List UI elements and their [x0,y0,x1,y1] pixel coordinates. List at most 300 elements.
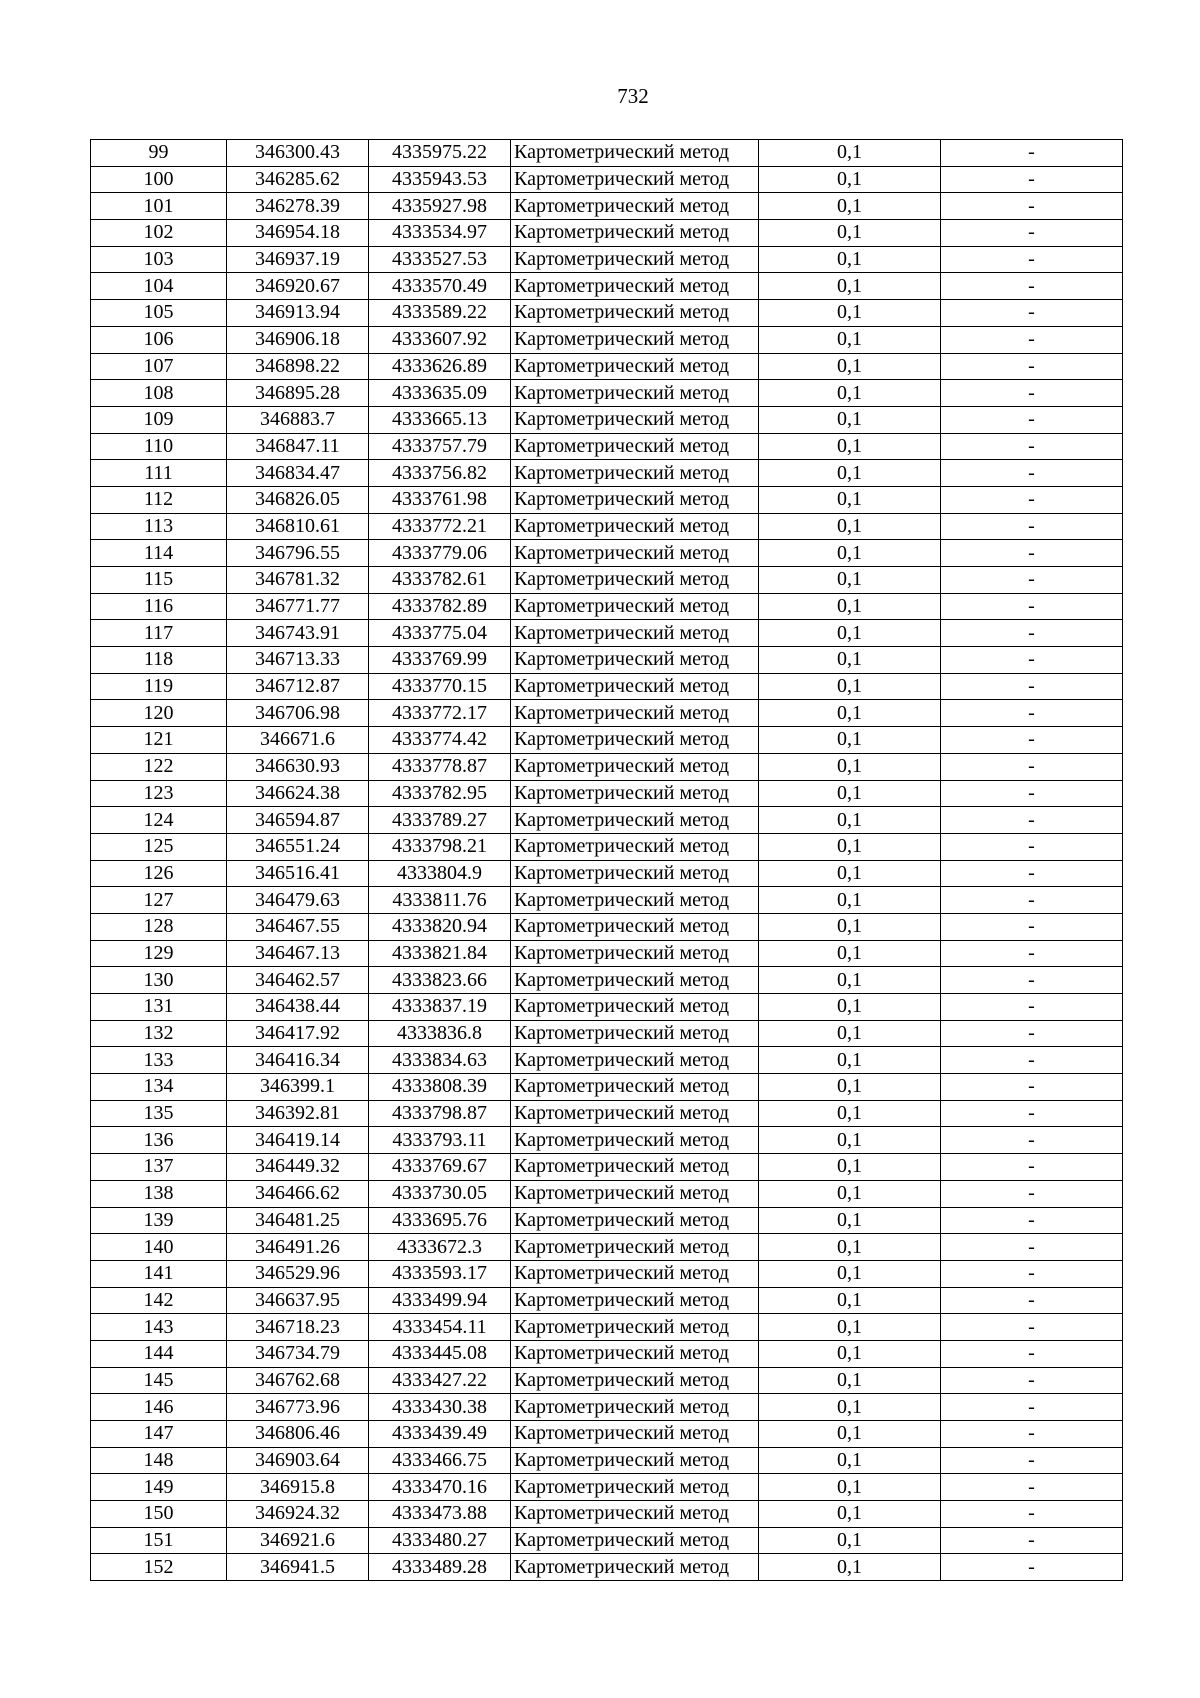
x-coordinate-cell: 346449.32 [227,1154,369,1181]
method-cell: Картометрический метод [511,433,759,460]
table-row [91,913,1123,940]
method-cell: Картометрический метод [511,1100,759,1127]
point-number-cell: 122 [91,753,227,780]
table-row [91,1127,1123,1154]
precision-cell: 0,1 [759,673,941,700]
point-number-cell: 112 [91,486,227,513]
precision-cell: 0,1 [759,994,941,1021]
point-number-cell: 114 [91,540,227,567]
point-number-cell: 146 [91,1394,227,1421]
method-cell: Картометрический метод [511,887,759,914]
point-number-cell: 124 [91,807,227,834]
x-coordinate-cell: 346915.8 [227,1474,369,1501]
method-cell: Картометрический метод [511,300,759,327]
precision-cell: 0,1 [759,406,941,433]
point-number-cell: 138 [91,1180,227,1207]
table-row [91,1501,1123,1528]
precision-cell: 0,1 [759,380,941,407]
note-cell: - [941,780,1123,807]
method-cell: Картометрический метод [511,1020,759,1047]
note-cell: - [941,300,1123,327]
method-cell: Картометрический метод [511,513,759,540]
y-coordinate-cell: 4333499.94 [369,1287,511,1314]
table-row [91,1367,1123,1394]
precision-cell: 0,1 [759,1447,941,1474]
precision-cell: 0,1 [759,1234,941,1261]
precision-cell: 0,1 [759,567,941,594]
method-cell: Картометрический метод [511,1207,759,1234]
precision-cell: 0,1 [759,1474,941,1501]
x-coordinate-cell: 346924.32 [227,1501,369,1528]
y-coordinate-cell: 4333821.84 [369,940,511,967]
method-cell: Картометрический метод [511,1421,759,1448]
y-coordinate-cell: 4333798.87 [369,1100,511,1127]
table-row [91,1100,1123,1127]
y-coordinate-cell: 4333837.19 [369,994,511,1021]
table-row [91,300,1123,327]
point-number-cell: 150 [91,1501,227,1528]
table-row [91,593,1123,620]
x-coordinate-cell: 346438.44 [227,994,369,1021]
y-coordinate-cell: 4333454.11 [369,1314,511,1341]
note-cell: - [941,1047,1123,1074]
x-coordinate-cell: 346300.43 [227,140,369,167]
method-cell: Картометрический метод [511,326,759,353]
note-cell: - [941,193,1123,220]
table-row [91,1047,1123,1074]
table-row [91,380,1123,407]
point-number-cell: 126 [91,860,227,887]
note-cell: - [941,406,1123,433]
x-coordinate-cell: 346810.61 [227,513,369,540]
method-cell: Картометрический метод [511,1260,759,1287]
table-row [91,513,1123,540]
note-cell: - [941,166,1123,193]
note-cell: - [941,593,1123,620]
table-row [91,1234,1123,1261]
table-row [91,780,1123,807]
x-coordinate-cell: 346937.19 [227,246,369,273]
precision-cell: 0,1 [759,1421,941,1448]
precision-cell: 0,1 [759,1501,941,1528]
note-cell: - [941,700,1123,727]
point-number-cell: 120 [91,700,227,727]
note-cell: - [941,967,1123,994]
note-cell: - [941,1180,1123,1207]
precision-cell: 0,1 [759,353,941,380]
note-cell: - [941,753,1123,780]
precision-cell: 0,1 [759,1367,941,1394]
y-coordinate-cell: 4333769.67 [369,1154,511,1181]
precision-cell: 0,1 [759,1207,941,1234]
x-coordinate-cell: 346903.64 [227,1447,369,1474]
point-number-cell: 121 [91,727,227,754]
y-coordinate-cell: 4333823.66 [369,967,511,994]
precision-cell: 0,1 [759,433,941,460]
precision-cell: 0,1 [759,940,941,967]
table-row [91,1260,1123,1287]
method-cell: Картометрический метод [511,940,759,967]
method-cell: Картометрический метод [511,1074,759,1101]
table-row [91,1447,1123,1474]
y-coordinate-cell: 4333489.28 [369,1554,511,1581]
y-coordinate-cell: 4333793.11 [369,1127,511,1154]
x-coordinate-cell: 346718.23 [227,1314,369,1341]
point-number-cell: 107 [91,353,227,380]
method-cell: Картометрический метод [511,1527,759,1554]
note-cell: - [941,673,1123,700]
y-coordinate-cell: 4333593.17 [369,1260,511,1287]
note-cell: - [941,1501,1123,1528]
x-coordinate-cell: 346467.55 [227,913,369,940]
precision-cell: 0,1 [759,1314,941,1341]
note-cell: - [941,273,1123,300]
method-cell: Картометрический метод [511,353,759,380]
point-number-cell: 102 [91,220,227,247]
precision-cell: 0,1 [759,246,941,273]
x-coordinate-cell: 346773.96 [227,1394,369,1421]
precision-cell: 0,1 [759,647,941,674]
precision-cell: 0,1 [759,1554,941,1581]
note-cell: - [941,620,1123,647]
note-cell: - [941,940,1123,967]
precision-cell: 0,1 [759,860,941,887]
precision-cell: 0,1 [759,1047,941,1074]
point-number-cell: 117 [91,620,227,647]
table-row [91,860,1123,887]
y-coordinate-cell: 4333430.38 [369,1394,511,1421]
precision-cell: 0,1 [759,1020,941,1047]
note-cell: - [941,486,1123,513]
y-coordinate-cell: 4333772.17 [369,700,511,727]
point-number-cell: 137 [91,1154,227,1181]
precision-cell: 0,1 [759,140,941,167]
method-cell: Картометрический метод [511,567,759,594]
table-row [91,700,1123,727]
y-coordinate-cell: 4333774.42 [369,727,511,754]
note-cell: - [941,887,1123,914]
method-cell: Картометрический метод [511,1314,759,1341]
point-number-cell: 104 [91,273,227,300]
point-number-cell: 151 [91,1527,227,1554]
point-number-cell: 109 [91,406,227,433]
method-cell: Картометрический метод [511,780,759,807]
precision-cell: 0,1 [759,1180,941,1207]
note-cell: - [941,994,1123,1021]
point-number-cell: 140 [91,1234,227,1261]
table-row [91,273,1123,300]
point-number-cell: 152 [91,1554,227,1581]
point-number-cell: 144 [91,1340,227,1367]
table-row [91,193,1123,220]
note-cell: - [941,460,1123,487]
point-number-cell: 132 [91,1020,227,1047]
point-number-cell: 131 [91,994,227,1021]
method-cell: Картометрический метод [511,140,759,167]
table-row [91,353,1123,380]
y-coordinate-cell: 4333778.87 [369,753,511,780]
point-number-cell: 108 [91,380,227,407]
y-coordinate-cell: 4333836.8 [369,1020,511,1047]
note-cell: - [941,1127,1123,1154]
y-coordinate-cell: 4333804.9 [369,860,511,887]
x-coordinate-cell: 346920.67 [227,273,369,300]
x-coordinate-cell: 346712.87 [227,673,369,700]
precision-cell: 0,1 [759,166,941,193]
method-cell: Картометрический метод [511,460,759,487]
table-row [91,1421,1123,1448]
method-cell: Картометрический метод [511,246,759,273]
x-coordinate-cell: 346551.24 [227,833,369,860]
precision-cell: 0,1 [759,780,941,807]
table-row [91,727,1123,754]
note-cell: - [941,1314,1123,1341]
table-row [91,753,1123,780]
y-coordinate-cell: 4333834.63 [369,1047,511,1074]
note-cell: - [941,1287,1123,1314]
table-row [91,326,1123,353]
note-cell: - [941,353,1123,380]
y-coordinate-cell: 4333782.89 [369,593,511,620]
x-coordinate-cell: 346419.14 [227,1127,369,1154]
y-coordinate-cell: 4333775.04 [369,620,511,647]
precision-cell: 0,1 [759,486,941,513]
table-row [91,460,1123,487]
point-number-cell: 135 [91,1100,227,1127]
precision-cell: 0,1 [759,700,941,727]
method-cell: Картометрический метод [511,620,759,647]
table-row [91,1474,1123,1501]
point-number-cell: 136 [91,1127,227,1154]
method-cell: Картометрический метод [511,700,759,727]
note-cell: - [941,1527,1123,1554]
x-coordinate-cell: 346895.28 [227,380,369,407]
x-coordinate-cell: 346671.6 [227,727,369,754]
y-coordinate-cell: 4333589.22 [369,300,511,327]
note-cell: - [941,1074,1123,1101]
note-cell: - [941,567,1123,594]
x-coordinate-cell: 346906.18 [227,326,369,353]
point-number-cell: 128 [91,913,227,940]
table-row [91,1554,1123,1581]
x-coordinate-cell: 346781.32 [227,567,369,594]
table-row [91,540,1123,567]
method-cell: Картометрический метод [511,807,759,834]
note-cell: - [941,1020,1123,1047]
x-coordinate-cell: 346713.33 [227,647,369,674]
x-coordinate-cell: 346624.38 [227,780,369,807]
point-number-cell: 127 [91,887,227,914]
point-number-cell: 103 [91,246,227,273]
table-row [91,833,1123,860]
y-coordinate-cell: 4333439.49 [369,1421,511,1448]
x-coordinate-cell: 346417.92 [227,1020,369,1047]
point-number-cell: 147 [91,1421,227,1448]
x-coordinate-cell: 346416.34 [227,1047,369,1074]
precision-cell: 0,1 [759,273,941,300]
note-cell: - [941,833,1123,860]
point-number-cell: 118 [91,647,227,674]
y-coordinate-cell: 4333761.98 [369,486,511,513]
y-coordinate-cell: 4333607.92 [369,326,511,353]
note-cell: - [941,433,1123,460]
x-coordinate-cell: 346913.94 [227,300,369,327]
precision-cell: 0,1 [759,727,941,754]
table-row [91,967,1123,994]
method-cell: Картометрический метод [511,727,759,754]
precision-cell: 0,1 [759,620,941,647]
table-row [91,1154,1123,1181]
precision-cell: 0,1 [759,593,941,620]
precision-cell: 0,1 [759,540,941,567]
x-coordinate-cell: 346941.5 [227,1554,369,1581]
note-cell: - [941,326,1123,353]
x-coordinate-cell: 346399.1 [227,1074,369,1101]
method-cell: Картометрический метод [511,540,759,567]
table-row [91,486,1123,513]
x-coordinate-cell: 346743.91 [227,620,369,647]
note-cell: - [941,1474,1123,1501]
table-row [91,246,1123,273]
method-cell: Картометрический метод [511,1394,759,1421]
x-coordinate-cell: 346898.22 [227,353,369,380]
table-row [91,994,1123,1021]
method-cell: Картометрический метод [511,593,759,620]
method-cell: Картометрический метод [511,220,759,247]
x-coordinate-cell: 346285.62 [227,166,369,193]
y-coordinate-cell: 4333534.97 [369,220,511,247]
point-number-cell: 129 [91,940,227,967]
table-row [91,673,1123,700]
precision-cell: 0,1 [759,807,941,834]
table-row [91,567,1123,594]
x-coordinate-cell: 346771.77 [227,593,369,620]
note-cell: - [941,807,1123,834]
table-row [91,1340,1123,1367]
precision-cell: 0,1 [759,460,941,487]
y-coordinate-cell: 4335975.22 [369,140,511,167]
method-cell: Картометрический метод [511,1447,759,1474]
table-row [91,1074,1123,1101]
precision-cell: 0,1 [759,1394,941,1421]
note-cell: - [941,380,1123,407]
precision-cell: 0,1 [759,300,941,327]
note-cell: - [941,1367,1123,1394]
y-coordinate-cell: 4333672.3 [369,1234,511,1261]
point-number-cell: 134 [91,1074,227,1101]
method-cell: Картометрический метод [511,967,759,994]
point-number-cell: 105 [91,300,227,327]
point-number-cell: 123 [91,780,227,807]
note-cell: - [941,1447,1123,1474]
precision-cell: 0,1 [759,1154,941,1181]
x-coordinate-cell: 346762.68 [227,1367,369,1394]
precision-cell: 0,1 [759,1287,941,1314]
x-coordinate-cell: 346467.13 [227,940,369,967]
table-row [91,887,1123,914]
y-coordinate-cell: 4333427.22 [369,1367,511,1394]
note-cell: - [941,1340,1123,1367]
y-coordinate-cell: 4333570.49 [369,273,511,300]
point-number-cell: 119 [91,673,227,700]
x-coordinate-cell: 346516.41 [227,860,369,887]
y-coordinate-cell: 4333798.21 [369,833,511,860]
x-coordinate-cell: 346594.87 [227,807,369,834]
y-coordinate-cell: 4333820.94 [369,913,511,940]
x-coordinate-cell: 346734.79 [227,1340,369,1367]
precision-cell: 0,1 [759,1100,941,1127]
method-cell: Картометрический метод [511,1340,759,1367]
y-coordinate-cell: 4333756.82 [369,460,511,487]
method-cell: Картометрический метод [511,1127,759,1154]
x-coordinate-cell: 346466.62 [227,1180,369,1207]
precision-cell: 0,1 [759,753,941,780]
method-cell: Картометрический метод [511,673,759,700]
method-cell: Картометрический метод [511,273,759,300]
x-coordinate-cell: 346954.18 [227,220,369,247]
note-cell: - [941,1394,1123,1421]
precision-cell: 0,1 [759,1260,941,1287]
method-cell: Картометрический метод [511,406,759,433]
table-row [91,1020,1123,1047]
precision-cell: 0,1 [759,887,941,914]
note-cell: - [941,1234,1123,1261]
precision-cell: 0,1 [759,1127,941,1154]
method-cell: Картометрический метод [511,913,759,940]
x-coordinate-cell: 346706.98 [227,700,369,727]
precision-cell: 0,1 [759,193,941,220]
note-cell: - [941,1554,1123,1581]
method-cell: Картометрический метод [511,1501,759,1528]
y-coordinate-cell: 4333782.61 [369,567,511,594]
y-coordinate-cell: 4335927.98 [369,193,511,220]
x-coordinate-cell: 346847.11 [227,433,369,460]
note-cell: - [941,1100,1123,1127]
method-cell: Картометрический метод [511,486,759,513]
method-cell: Картометрический метод [511,380,759,407]
table-row [91,433,1123,460]
table-row [91,140,1123,167]
point-number-cell: 106 [91,326,227,353]
table-row [91,1207,1123,1234]
y-coordinate-cell: 4333772.21 [369,513,511,540]
method-cell: Картометрический метод [511,1367,759,1394]
y-coordinate-cell: 4333769.99 [369,647,511,674]
precision-cell: 0,1 [759,326,941,353]
point-number-cell: 145 [91,1367,227,1394]
y-coordinate-cell: 4333789.27 [369,807,511,834]
note-cell: - [941,1154,1123,1181]
y-coordinate-cell: 4333527.53 [369,246,511,273]
table-row [91,1287,1123,1314]
method-cell: Картометрический метод [511,166,759,193]
point-number-cell: 142 [91,1287,227,1314]
precision-cell: 0,1 [759,833,941,860]
note-cell: - [941,647,1123,674]
point-number-cell: 143 [91,1314,227,1341]
method-cell: Картометрический метод [511,1154,759,1181]
y-coordinate-cell: 4333473.88 [369,1501,511,1528]
y-coordinate-cell: 4333665.13 [369,406,511,433]
note-cell: - [941,140,1123,167]
note-cell: - [941,540,1123,567]
x-coordinate-cell: 346834.47 [227,460,369,487]
method-cell: Картометрический метод [511,994,759,1021]
point-number-cell: 125 [91,833,227,860]
method-cell: Картометрический метод [511,753,759,780]
method-cell: Картометрический метод [511,1287,759,1314]
x-coordinate-cell: 346796.55 [227,540,369,567]
